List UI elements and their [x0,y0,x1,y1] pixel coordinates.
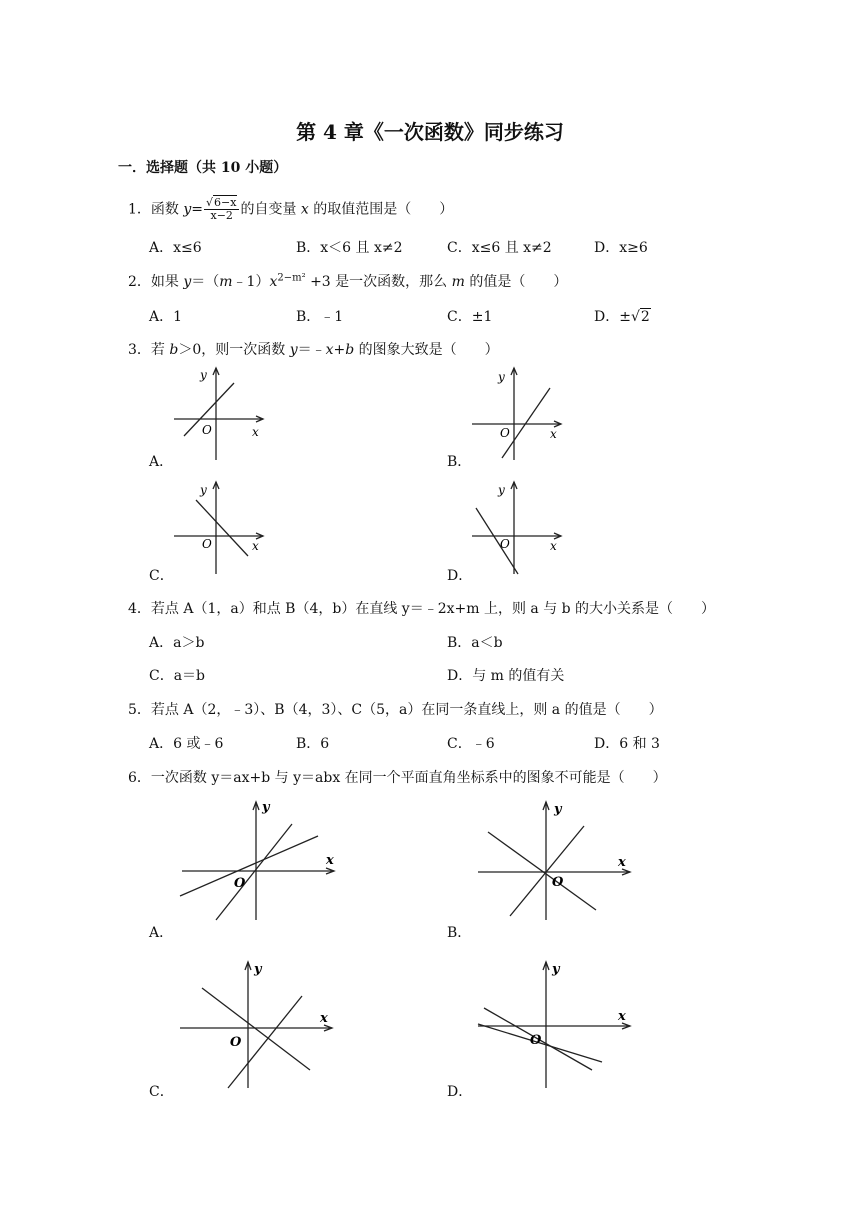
page-title: 第 4 章《一次函数》同步练习 [296,120,564,144]
q3a-y-label: y [200,368,207,382]
q3-text-a: 3．若 [128,342,170,358]
q3-text-f: 的图象大致是（ ） [354,342,499,358]
q6d-x-label: x [618,1009,626,1024]
q6b-y-label: y [554,802,562,817]
section-heading: 一．选择题（共 10 小题） [118,160,288,176]
q1-denominator: x−2 [210,209,233,222]
q2-text-b: ＝（ [191,274,220,290]
q6c-origin-label: O [230,1035,242,1050]
q3-graph-b [466,366,566,462]
q2-text-c: ﹣1） [232,274,270,290]
q6a-y-label: y [262,800,270,815]
q2-text-e: 的值是（ ） [464,274,568,290]
q3-var-b2: b [345,342,355,358]
q3a-origin-label: O [202,423,212,437]
q1-text-a: 的自变量 [240,201,301,218]
q3c-origin-label: O [202,537,212,551]
q3-graph-a [168,366,268,462]
q5-option-c: C．﹣6 [447,736,495,752]
q6c-x-label: x [320,1011,328,1026]
q1-var-x: x [300,201,309,218]
q2-option-d-radicand: 2 [640,309,650,325]
q6-option-a: A． [149,925,174,941]
q1-option-b: B．x＜6 且 x≠2 [296,240,403,256]
q1-option-a: A．x≤6 [149,240,202,256]
q5-option-b: B．6 [296,736,330,752]
q3-option-b: B． [447,454,472,470]
q2-var-m: m [219,274,233,290]
question-6: 6．一次函数 y＝ax+b 与 y＝abx 在同一个平面直角坐标系中的图象不可能是（ ） [128,770,667,786]
q6-graph-b [474,798,640,922]
q2-option-d-label: D．± [594,309,631,325]
q3c-x-label: x [252,539,259,553]
q3a-x-label: x [252,425,259,439]
q1-radicand: 6−x [214,196,237,209]
q3-option-a: A． [149,454,174,470]
q1-fraction [204,197,239,222]
q3-text-d: ＝﹣ [297,342,326,358]
q3b-x-label: x [550,427,557,441]
q6b-origin-label: O [552,875,564,890]
q1-var-y: y [183,201,192,218]
q2-var-m2: m [451,274,465,290]
q2-option-c: C．±1 [447,309,493,325]
q3d-origin-label: O [500,537,510,551]
q5-option-d: D．6 和 3 [594,736,660,752]
q3-var-b: b [169,342,179,358]
q4-option-d: D．与 m 的值有关 [447,668,565,684]
question-4: 4．若点 A（1，a）和点 B（4，b）在直线 y＝﹣2x+m 上，则 a 与 b 的大小关系是（ ） [128,601,716,617]
question-5: 5．若点 A（2，﹣3）、B（4，3）、C（5，a）在同一条直线上，则 a 的值是（ ） [128,702,663,718]
q4-option-a: A．a＞b [149,635,205,651]
q4-option-b: B．a＜b [447,635,503,651]
q6c-y-label: y [254,962,262,977]
q6d-y-label: y [552,962,560,977]
q2-text-a: 2．如果 [128,274,184,290]
q3-text-e: + [333,342,346,358]
q1-number: 1．函数 [128,201,184,218]
q2-option-d: D．±√2 [594,309,650,325]
q1-option-d: D．x≥6 [594,240,648,256]
q1-eq: = [191,201,204,218]
q6-graph-d [474,958,640,1090]
question-1 [128,197,453,222]
q3-graph-d [466,480,566,576]
q2-var-y: y [183,274,192,290]
q6b-x-label: x [618,855,626,870]
question-3 [128,339,499,359]
q2-var-x: x [269,274,278,290]
q3b-origin-label: O [500,426,510,440]
q1-text-b: 的取值范围是（ ） [308,201,454,218]
q3d-x-label: x [550,539,557,553]
q6-option-c: C． [149,1084,174,1100]
q2-text-d: +3 是一次函数，那么 [305,274,452,290]
q6-option-b: B． [447,925,472,941]
q6-graph-a [176,798,342,922]
q6-option-d: D． [447,1084,473,1100]
q2-exponent: 2−m² [277,272,306,284]
q5-option-a: A．6 或﹣6 [149,736,224,752]
q3-text-c: ＞0，则一次函数 [178,342,290,358]
q4-option-c: C．a＝b [149,668,206,684]
q3-var-x: x [325,342,334,358]
q2-option-b: B．﹣1 [296,309,344,325]
q3-var-y: y [289,342,298,358]
q3-option-d: D． [447,568,473,584]
q3c-y-label: y [200,483,207,497]
question-2 [128,271,567,291]
q1-option-c: C．x≤6 且 x≠2 [447,240,552,256]
q6a-x-label: x [326,853,334,868]
q3-graph-c [168,480,268,576]
q6-graph-c [176,958,342,1090]
q3-option-c: C． [149,568,174,584]
q6a-origin-label: O [234,876,246,891]
q6d-origin-label: O [530,1033,542,1048]
q1-numerator: √6−x [204,197,239,210]
q2-option-a: A．1 [149,309,183,325]
q3b-y-label: y [498,370,505,384]
q3d-y-label: y [498,483,505,497]
